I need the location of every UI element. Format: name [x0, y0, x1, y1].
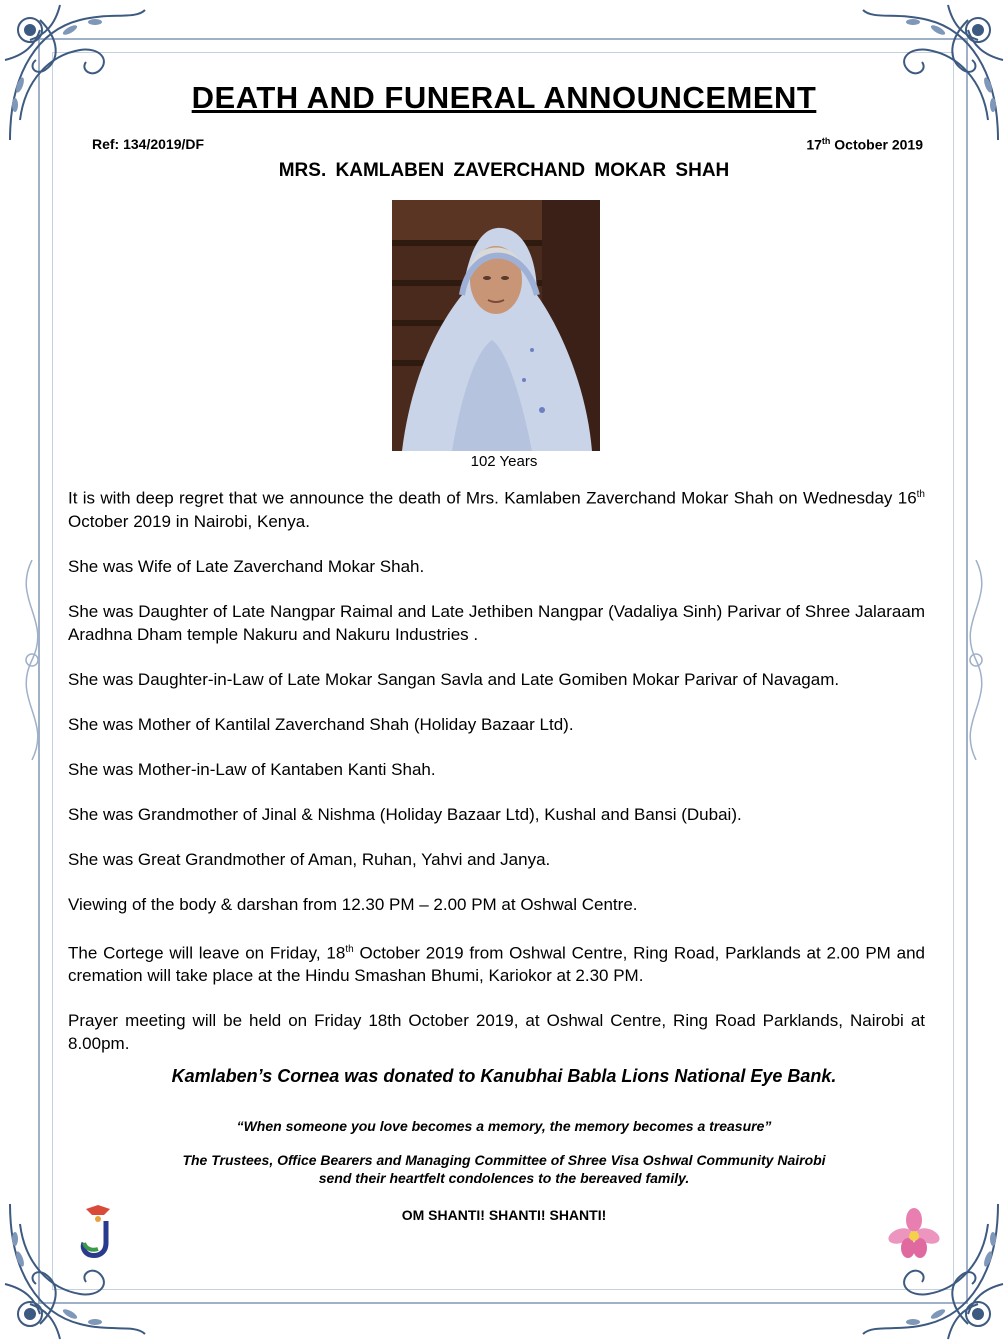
age-caption: 102 Years: [470, 453, 538, 470]
paragraph-viewing: Viewing of the body & darshan from 12.30 PM – 2.00 PM at Oshwal Centre.: [68, 894, 638, 914]
paragraph-grandchildren: She was Grandmother of Jinal & Nishma (Holiday Bazaar Ltd), Kushal and Bansi (Dubai).: [68, 804, 742, 824]
announcement-body: [68, 483, 925, 1077]
announcement-title: DEATH AND FUNERAL ANNOUNCEMENT: [191, 80, 817, 115]
community-logo-icon: [78, 1203, 118, 1259]
orchid-flower-icon: [888, 1208, 940, 1260]
paragraph-death-notice: It is with deep regret that we announce the death of Mrs. Kamlaben Zaverchand Mokar Shah on Wednesday 16th October 2019 in Nairobi, Kenya.: [68, 488, 925, 531]
side-ornament-right: [946, 560, 1006, 760]
condolence-message: [0, 1151, 1008, 1187]
paragraph-prayer-meeting: Prayer meeting will be held on Friday 18th October 2019, at Oshwal Centre, Ring Road Parklands, Nairobi at 8.00pm.: [68, 1011, 925, 1054]
corner-ornament-top-right: [858, 0, 1008, 150]
paragraph-in-laws: She was Daughter-in-Law of Late Mokar Sangan Savla and Late Gomiben Mokar Parivar of Navagam.: [68, 669, 840, 689]
deceased-name: MRS. KAMLABEN ZAVERCHAND MOKAR SHAH: [278, 160, 730, 181]
condolence-line-2: send their heartfelt condolences to the bereaved family.: [318, 1170, 690, 1186]
memorial-quote: “When someone you love becomes a memory, the memory becomes a treasure”: [236, 1118, 772, 1134]
paragraph-cortege: The Cortege will leave on Friday, 18th October 2019 from Oshwal Centre, Ring Road, Parklands at 2.00 PM and cremation will take place at the Hindu Smashan Bhumi, Kariokor at 2.30 PM.: [68, 943, 926, 986]
om-shanti: OM SHANTI! SHANTI! SHANTI!: [401, 1207, 607, 1223]
cornea-donation-note: Kamlaben’s Cornea was donated to Kanubhai Babla Lions National Eye Bank.: [171, 1066, 837, 1086]
corner-ornament-top-left: [0, 0, 150, 150]
paragraph-daughter-in-law: She was Mother-in-Law of Kantaben Kanti Shah.: [68, 759, 436, 779]
paragraph-parents: She was Daughter of Late Nangpar Raimal and Late Jethiben Nangpar (Vadaliya Sinh) Parivar of Shree Jalaraam Aradhna Dham temple Nakuru and Nakuru Industries .: [68, 601, 925, 644]
reference-number: Ref: 134/2019/DF: [92, 136, 205, 152]
paragraph-spouse: She was Wife of Late Zaverchand Mokar Shah.: [68, 556, 425, 576]
paragraph-great-grandchildren: She was Great Grandmother of Aman, Ruhan, Yahvi and Janya.: [68, 849, 551, 869]
condolence-line-1: The Trustees, Office Bearers and Managing Committee of Shree Visa Oshwal Community Nairobi: [182, 1152, 826, 1168]
paragraph-son: She was Mother of Kantilal Zaverchand Shah (Holiday Bazaar Ltd).: [68, 714, 574, 734]
announcement-date: 17th October 2019: [806, 136, 923, 153]
portrait-photo: [392, 200, 600, 451]
side-ornament-left: [2, 560, 62, 760]
